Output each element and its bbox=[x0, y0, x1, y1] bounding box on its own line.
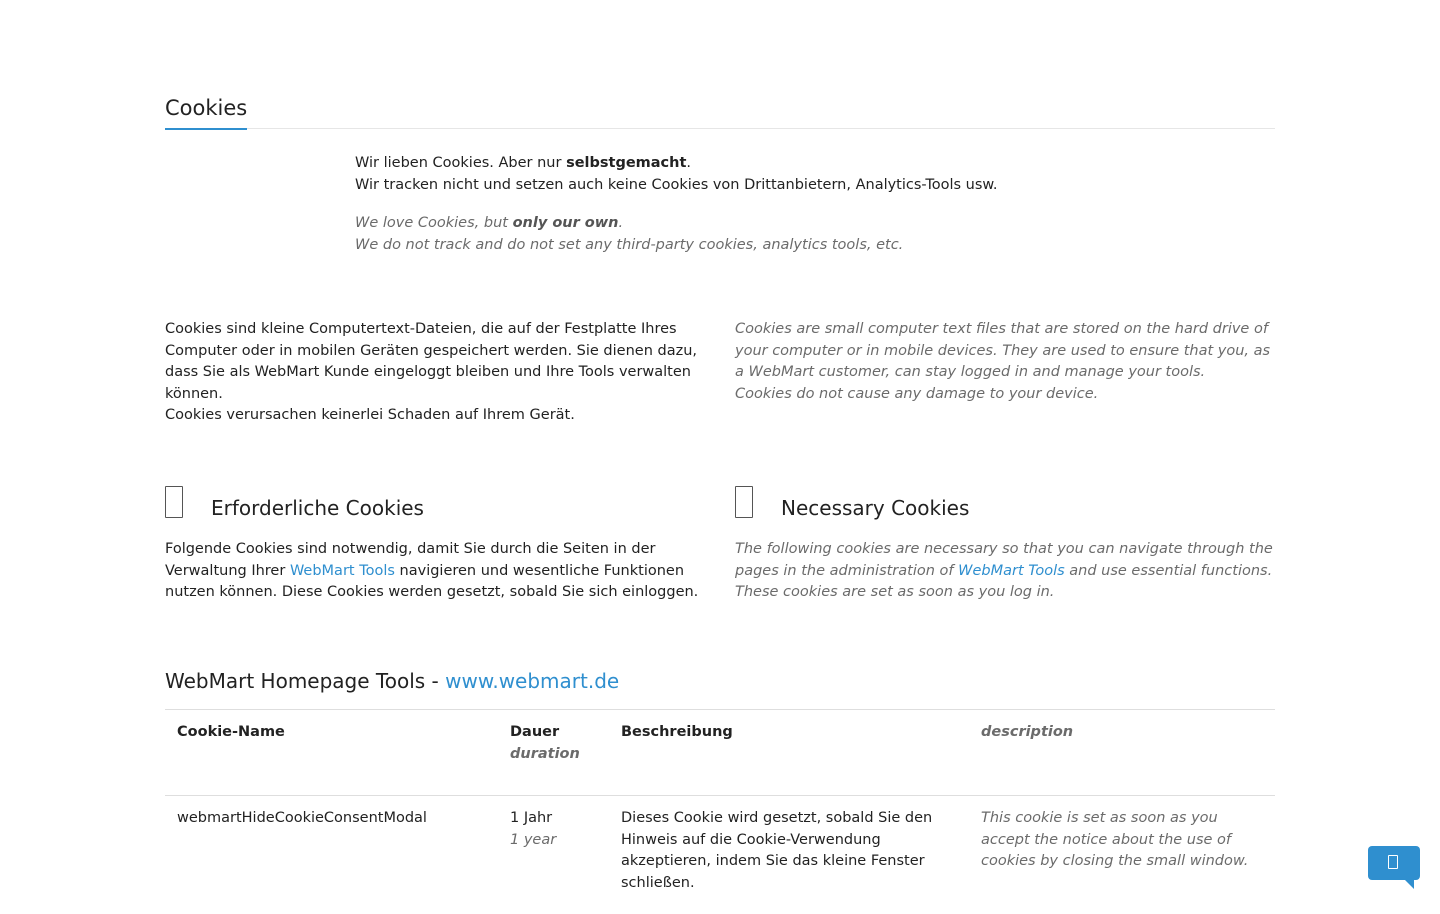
necessary-text-de bbox=[165, 539, 705, 604]
cookie-description-en: This cookie is set as soon as you accept the notice about the use of cookies by closing the small window. bbox=[969, 796, 1275, 914]
necessary-en-after: and use essential functions. These cookies are set as soon as you log in. bbox=[735, 563, 1272, 601]
chat-button[interactable] bbox=[1368, 846, 1420, 880]
header-description-en-label: description bbox=[981, 724, 1073, 740]
cookie-description-de: Dieses Cookie wird gesetzt, sobald Sie den Hinweis auf die Cookie-Verwendung akzeptieren, indem Sie das kleine Fenster schließen. bbox=[609, 796, 969, 914]
cookie-duration-en: 1 year bbox=[510, 830, 597, 852]
chat-icon bbox=[1388, 855, 1398, 869]
intro-block bbox=[355, 152, 1155, 256]
page-title: Cookies bbox=[165, 94, 247, 130]
about-en bbox=[735, 319, 1275, 405]
intro-en-bold: only our own bbox=[513, 215, 619, 231]
intro-de-line2: Wir tracken nicht und setzen auch keine Cookies von Drittanbietern, Analytics-Tools usw. bbox=[355, 177, 998, 193]
header-duration bbox=[498, 710, 609, 796]
about-en-p2: Cookies do not cause any damage to your device. bbox=[735, 384, 1275, 406]
necessary-title-en: Necessary Cookies bbox=[781, 496, 969, 520]
header-duration-en: duration bbox=[510, 744, 597, 766]
necessary-de-after: navigieren und wesentliche Funktionen nutzen können. Diese Cookies werden gesetzt, sobald Sie sich einloggen. bbox=[165, 563, 698, 601]
header-duration-de: Dauer bbox=[510, 724, 559, 740]
intro-de bbox=[355, 152, 1155, 196]
intro-de-text: Wir lieben Cookies. Aber nur bbox=[355, 155, 566, 171]
intro-de-bold: selbstgemacht bbox=[566, 155, 686, 171]
header-description-de bbox=[609, 710, 969, 796]
necessary-heading-de bbox=[165, 486, 705, 526]
cookie-duration-de: 1 Jahr bbox=[510, 810, 552, 826]
necessary-en-before: The following cookies are necessary so that you can navigate through the pages in the administration of bbox=[735, 541, 1273, 579]
necessary-title-de: Erforderliche Cookies bbox=[211, 496, 424, 520]
lock-icon bbox=[165, 486, 183, 518]
lock-icon bbox=[735, 486, 753, 518]
header-cookie-name bbox=[165, 710, 498, 796]
necessary-heading-en bbox=[735, 486, 1275, 526]
about-en-p1: Cookies are small computer text files that are stored on the hard drive of your computer or in mobile devices. They are used to ensure that you, as a WebMart customer, can stay logged in and manage your tools. bbox=[735, 319, 1275, 384]
webmart-tools-link-de[interactable]: WebMart Tools bbox=[290, 563, 395, 579]
webmart-tools-link-en[interactable]: WebMart Tools bbox=[958, 563, 1065, 579]
about-de-p2: Cookies verursachen keinerlei Schaden auf Ihrem Gerät. bbox=[165, 405, 705, 427]
cookie-table bbox=[165, 709, 1275, 914]
table-header-row bbox=[165, 710, 1275, 796]
necessary-para-en bbox=[735, 539, 1275, 604]
necessary-para-de bbox=[165, 539, 705, 604]
homepage-tools-title-text: WebMart Homepage Tools - bbox=[165, 669, 445, 693]
about-de-p1: Cookies sind kleine Computertext-Dateien, die auf der Festplatte Ihres Computer oder in mobilen Geräten gespeichert werden. Sie dienen dazu, dass Sie als WebMart Kunde eingeloggt bleiben und Ihre Tools verwalten können. bbox=[165, 319, 705, 405]
table-row bbox=[165, 796, 1275, 914]
intro-en-line2: We do not track and do not set any third-party cookies, analytics tools, etc. bbox=[355, 237, 903, 253]
webmart-site-link[interactable]: www.webmart.de bbox=[445, 669, 619, 693]
intro-en-text: We love Cookies, but bbox=[355, 215, 513, 231]
intro-en bbox=[355, 212, 1155, 256]
necessary-text-en bbox=[735, 539, 1275, 604]
necessary-de-before: Folgende Cookies sind notwendig, damit Sie durch die Seiten in der Verwaltung Ihrer bbox=[165, 541, 655, 579]
cookie-name-cell: webmartHideCookieConsentModal bbox=[165, 796, 498, 914]
about-de bbox=[165, 319, 705, 427]
intro-en-period: . bbox=[618, 215, 623, 231]
cookie-duration-cell bbox=[498, 796, 609, 914]
title-row bbox=[165, 94, 1275, 129]
header-description-de-label: Beschreibung bbox=[621, 724, 733, 740]
header-description-en bbox=[969, 710, 1275, 796]
homepage-tools-title bbox=[165, 668, 619, 694]
header-cookie-name-label: Cookie-Name bbox=[177, 724, 285, 740]
intro-de-period: . bbox=[686, 155, 691, 171]
